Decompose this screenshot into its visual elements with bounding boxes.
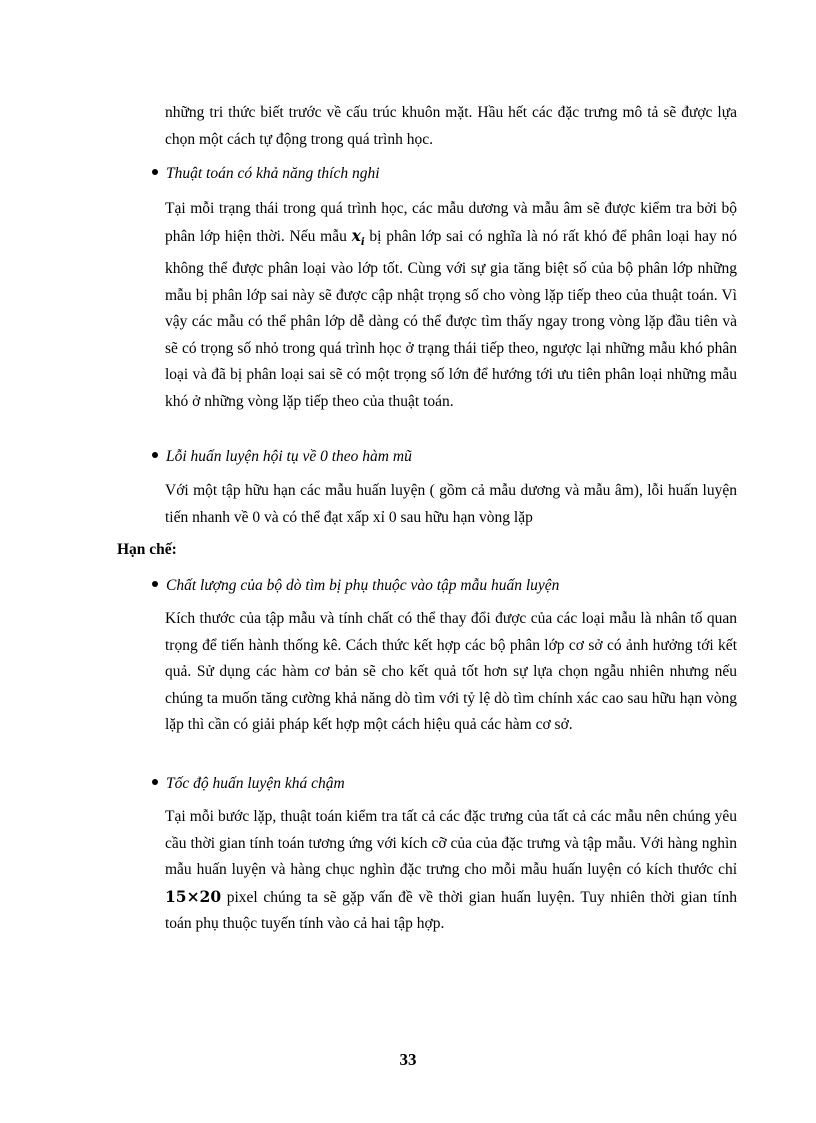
bullet-dot-icon <box>152 779 158 785</box>
speed-paragraph <box>165 804 737 938</box>
bullet-quality-title: Chất lượng của bộ dò tìm bị phụ thuộc vào tập mẫu huấn luyện <box>166 577 560 594</box>
bullet-convergence <box>152 446 412 468</box>
bullet-speed <box>152 773 345 795</box>
speed-text-before: Tại mỗi bước lặp, thuật toán kiểm tra tất cả các đặc trưng của tất cả các mẫu nên chúng yêu cầu thời gian tính toán tương ứng với kích cỡ của của đặc trưng và tập mẫu. Với hàng nghìn mẫu huấn luyện và hàng chục nghìn đặc trưng cho mỗi mẫu huấn luyện có kích thước chỉ <box>165 808 737 878</box>
bullet-adaptive <box>152 163 380 185</box>
bullet-dot-icon <box>152 169 158 175</box>
convergence-paragraph: Với một tập hữu hạn các mẫu huấn luyện ( gồm cả mẫu dương và mẫu âm), lỗi huấn luyện tiến nhanh về 0 và có thể đạt xấp xỉ 0 sau hữu hạn vòng lặp <box>165 482 737 526</box>
math-symbol: x <box>351 225 361 245</box>
speed-text-after: pixel chúng ta sẽ gặp vấn đề về thời gian huấn luyện. Tuy nhiên thời gian tính toán phụ thuộc tuyến tính vào cả hai tập hợp. <box>165 888 737 932</box>
bullet-dot-icon <box>152 581 158 587</box>
math-subscript: i <box>360 236 365 248</box>
bullet-speed-title: Tốc độ huấn luyện khá chậm <box>166 775 345 792</box>
bullet-dot-icon <box>152 452 158 458</box>
limitations-heading: Hạn chế: <box>117 541 177 558</box>
bullet-convergence-title: Lỗi huấn luyện hội tụ về 0 theo hàm mũ <box>166 448 412 465</box>
page-number: 33 <box>399 1050 417 1069</box>
adaptive-text-before: Tại mỗi trạng thái trong quá trình học, các mẫu dương và mẫu âm sẽ được kiểm tra bởi bộ phân lớp hiện thời. Nếu mẫu <box>165 200 737 245</box>
bullet-quality <box>152 575 559 597</box>
math-dimensions: 15×20 <box>165 886 222 906</box>
intro-paragraph: những tri thức biết trước về cấu trúc khuôn mặt. Hầu hết các đặc trưng mô tả sẽ được lựa chọn một cách tự động trong quá trình học. <box>165 104 737 148</box>
adaptive-paragraph <box>165 196 737 415</box>
quality-paragraph: Kích thước của tập mẫu và tính chất có thể thay đổi được của các loại mẫu là nhân tố quan trọng để tiến hành thống kê. Cách thức kết hợp các bộ phân lớp cơ sở có ảnh hưởng tới kết quả. Sử dụng các hàm cơ bản sẽ cho kết quả tốt hơn sự lựa chọn ngẫu nhiên nhưng nếu chúng ta muốn tăng cường khả năng dò tìm với tỷ lệ dò tìm chính xác cao sau hữu hạn vòng lặp thì cần có giải pháp kết hợp một cách hiệu quả các hàm cơ sở. <box>165 610 737 733</box>
bullet-adaptive-title: Thuật toán có khả năng thích nghi <box>166 165 380 182</box>
math-x-i <box>351 225 365 248</box>
adaptive-text-after: bị phân lớp sai có nghĩa là nó rất khó để phân loại hay nó không thể được phân loại vào lớp tốt. Cùng với sự gia tăng biệt số của bộ phân lớp những mẫu bị phân lớp sai này sẽ được cập nhật trọng số cho vòng lặp tiếp theo của thuật toán. Vì vậy các mẫu có thể phân lớp dễ dàng có thể được tìm thấy ngay trong vòng lặp đầu tiên và sẽ có trọng số nhỏ trong quá trình học ở trạng thái tiếp theo, ngược lại những mẫu khó phân loại và đã bị phân loại sai sẽ có một trọng số lớn để hướng tới ưu tiên phân loại những mẫu khó ở những vòng lặp tiếp theo của thuật toán. <box>165 227 737 410</box>
